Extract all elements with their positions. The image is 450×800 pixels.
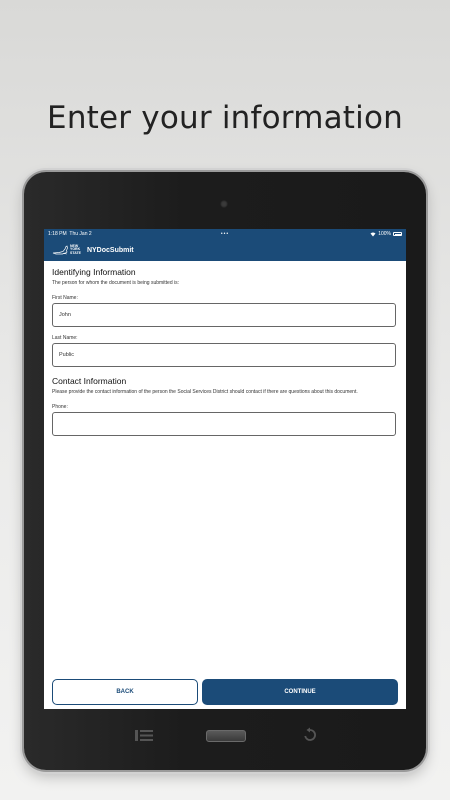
first-name-field[interactable] <box>52 303 396 327</box>
status-dots: ••• <box>220 231 230 237</box>
status-time: 1:18 PM <box>48 231 67 237</box>
last-name-label: Last Name: <box>52 335 78 341</box>
action-buttons <box>52 679 398 705</box>
battery-icon <box>393 232 402 236</box>
logo-line: NEW <box>70 243 79 248</box>
logo-line: STATE <box>70 250 81 255</box>
nys-logo <box>52 245 81 256</box>
identifying-title: Identifying Information <box>52 267 136 277</box>
status-date: Thu Jan 2 <box>69 231 92 237</box>
back-icon[interactable] <box>302 727 318 743</box>
phone-field[interactable] <box>52 412 396 436</box>
back-button[interactable]: BACK <box>52 679 198 705</box>
phone-label: Phone: <box>52 404 68 410</box>
logo-text <box>70 245 81 256</box>
recent-apps-icon[interactable] <box>134 729 154 742</box>
tablet-nav-keys <box>24 725 426 745</box>
contact-description: Please provide the contact information of the person the Social Services District should contact if there are questions about this document. <box>52 389 358 395</box>
status-left <box>48 231 166 237</box>
camera-dot <box>220 200 228 208</box>
last-name-field[interactable] <box>52 343 396 367</box>
contact-title: Contact Information <box>52 376 127 386</box>
home-button[interactable] <box>206 730 246 742</box>
ny-state-map-icon <box>52 245 68 255</box>
continue-button[interactable]: CONTINUE <box>202 679 398 705</box>
app-header <box>44 239 406 261</box>
app-title: NYDocSubmit <box>86 246 134 254</box>
tablet-frame <box>24 172 426 770</box>
headline: Enter your information <box>47 100 403 136</box>
wifi-icon <box>370 232 376 237</box>
status-bar <box>44 229 406 239</box>
identifying-description: The person for whom the document is being submitted is: <box>52 280 180 286</box>
logo-line: YORK <box>70 247 81 252</box>
status-right <box>284 231 402 237</box>
tablet-screen <box>44 229 406 709</box>
form-content <box>44 261 406 436</box>
first-name-label: First Name: <box>52 295 78 301</box>
battery-percent: 100% <box>378 231 391 237</box>
